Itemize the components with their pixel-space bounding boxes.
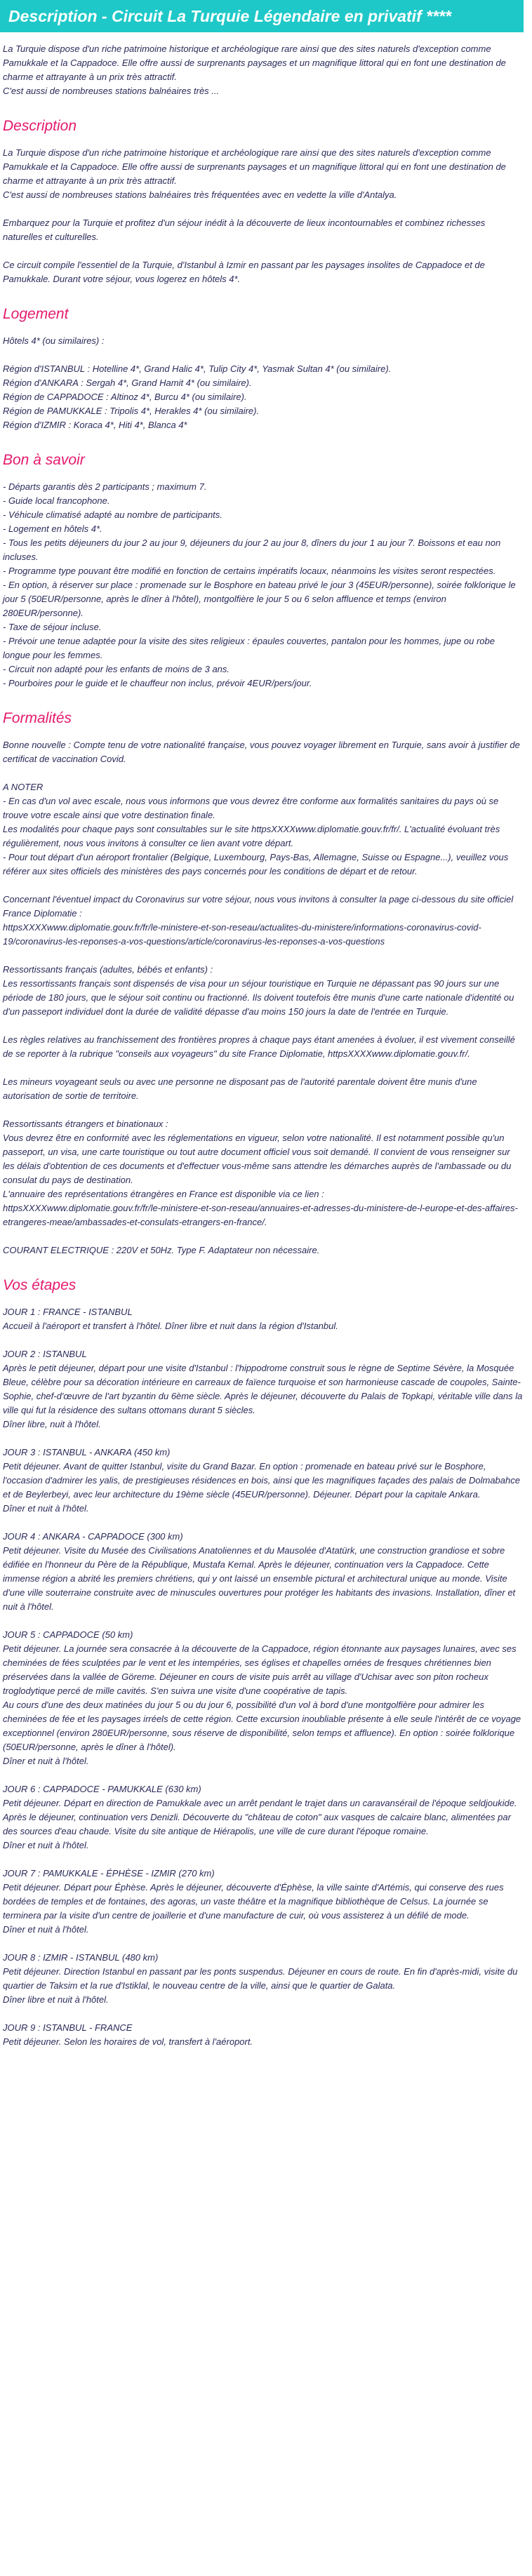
paragraph-gap [3, 1061, 524, 1075]
text-line: - En cas d'un vol avec escale, nous vous informons que vous devrez être conforme aux formalités sanitaires du pays où se trouve votre escale ainsi que votre destination finale. [3, 796, 499, 820]
day-text: Dîner et nuit à l'hôtel. [3, 1503, 89, 1514]
text-line: - Taxe de séjour incluse. [3, 622, 102, 632]
text-line: Bonne nouvelle : Compte tenu de votre nationalité française, vous pouvez voyager librement en Turquie, sans avoir à justifier de certificat de vaccination Covid. [3, 740, 520, 764]
paragraph-gap [3, 202, 524, 216]
text-line: Ressortissants étrangers et binationaux : [3, 1119, 168, 1129]
text-line: httpsXXXXwww.diplomatie.gouv.fr/fr/le-ministere-et-son-reseau/annuaires-et-adresses-du-ministere-de-l-europe-et-des-affaires-etrangeres-meae/ambassades-et-consulats-etrangers-en-france/. [3, 1203, 518, 1227]
formalites-section [3, 709, 524, 1257]
paragraph [3, 738, 524, 766]
paragraph [3, 893, 524, 949]
text-line: Ressortissants français (adultes, bébés et enfants) : [3, 964, 213, 975]
etapes-body [3, 1305, 524, 2049]
text-line: httpsXXXXwww.diplomatie.gouv.fr/fr/le-ministere-et-son-reseau/actualites-du-ministere/informations-coronavirus-covid-19/coronavirus-les-reponses-a-vos-questions/article/coronavirus-les-reponses-a-vos-questions [3, 922, 481, 947]
itinerary-day [3, 1951, 524, 2007]
itinerary-day [3, 2021, 524, 2049]
day-title: JOUR 2 : ISTANBUL [3, 1349, 87, 1359]
paragraph [3, 480, 524, 690]
itinerary-day [3, 1446, 524, 1516]
page-title-banner: Description - Circuit La Turquie Légendaire en privatif **** [0, 0, 524, 32]
paragraph [3, 362, 524, 432]
itinerary-day [3, 1782, 524, 1853]
day-title: JOUR 9 : ISTANBUL - FRANCE [3, 2022, 133, 2033]
text-line: - Logement en hôtels 4*. [3, 523, 102, 534]
day-text: Au cours d'une des deux matinées du jour 5 ou du jour 6, possibilité d'un vol à bord d'une montgolfière pour admirer les cheminées de fée et les paysages irréels de cette région. Cette excursion inoubliable présente à elle seule l'intérêt de ce voyage exceptionnel (environ 280EUR/personne, sous réserve de disponibilité, selon temps et affluence). En option : soirée folklorique (50EUR/personne, après le dîner à l'hôtel). [3, 1700, 521, 1752]
bon-a-savoir-heading: Bon à savoir [3, 452, 85, 468]
text-line: Région d'ISTANBUL : Hotelline 4*, Grand Halic 4*, Tulip City 4*, Yasmak Sultan 4* (ou similaire). [3, 363, 392, 374]
text-line: L'annuaire des représentations étrangères en France est disponible via ce lien : [3, 1189, 324, 1199]
paragraph [3, 1033, 524, 1061]
text-line: COURANT ELECTRIQUE : 220V et 50Hz. Type F. Adaptateur non nécessaire. [3, 1245, 320, 1255]
paragraph [3, 963, 524, 1019]
day-text: Petit déjeuner. Direction Istanbul en passant par les ponts suspendus. Déjeuner en cours de route. En fin d'après-midi, visite du quartier de Taksim et la rue d'Istiklal, le nouveau centre de la ville, ainsi que le quartier de Galata. [3, 1966, 518, 1991]
text-line: Région de PAMUKKALE : Tripolis 4*, Herakles 4* (ou similaire). [3, 406, 260, 416]
day-text: Dîner et nuit à l'hôtel. [3, 1924, 89, 1935]
text-line: Les modalités pour chaque pays sont consultables sur le site httpsXXXXwww.diplomatie.gouv.fr/fr/. L'actualité évoluant très régulièrement, nous vous invitons à consulter ce lien avant votre départ. [3, 824, 500, 848]
itinerary-day [3, 1867, 524, 1937]
paragraph [3, 216, 524, 244]
text-line: Région d'IZMIR : Koraca 4*, Hiti 4*, Blanca 4* [3, 420, 187, 430]
text-line: Les règles relatives au franchissement des frontières propres à chaque pays étant amenées à évoluer, il est vivement conseillé de se reporter à la rubrique "conseils aux voyageurs" du site France Diplomatie, httpsXXXXwww.diplomatie.gouv.fr/. [3, 1034, 515, 1059]
text-line: Région d'ANKARA : Sergah 4*, Grand Hamit 4* (ou similaire). [3, 378, 252, 388]
bon-a-savoir-body [3, 480, 524, 690]
paragraph-gap [3, 766, 524, 780]
text-line: - Guide local francophone. [3, 495, 110, 506]
paragraph-gap [3, 244, 524, 258]
text-line: - Pour tout départ d'un aéroport frontalier (Belgique, Luxembourg, Pays-Bas, Allemagne, Suisse ou Espagne...), veuillez vous référer aux sites officiels des ministères des pays concernés pour les conditions de départ et de retour. [3, 852, 509, 876]
text-line: - Pourboires pour le guide et le chauffeur non inclus, prévoir 4EUR/pers/jour. [3, 678, 312, 688]
text-line: C'est aussi de nombreuses stations balnéaires très fréquentées avec en vedette la ville d'Antalya. [3, 189, 397, 200]
text-line: - En option, à réserver sur place : promenade sur le Bosphore en bateau privé le jour 3 (45EUR/personne), soirée folklorique le jour 5 (50EUR/personne, après le dîner à l'hôtel), montgolfière le jour 5 ou 6 selon affluence et temps (environ 280EUR/personne). [3, 580, 516, 618]
paragraph-gap [3, 1019, 524, 1033]
content [0, 42, 524, 2049]
intro [3, 42, 524, 98]
day-title: JOUR 3 : ISTANBUL - ANKARA (450 km) [3, 1447, 171, 1457]
paragraph [3, 146, 524, 202]
intro-line: C'est aussi de nombreuses stations balnéaires très ... [3, 86, 220, 96]
itinerary-day [3, 1530, 524, 1614]
day-text: Accueil à l'aéroport et transfert à l'hôtel. Dîner libre et nuit dans la région d'Istanbul. [3, 1321, 338, 1331]
text-line: - Départs garantis dès 2 participants ; maximum 7. [3, 481, 207, 492]
text-line: - Tous les petits déjeuners du jour 2 au jour 9, déjeuners du jour 2 au jour 8, dîners du jour 1 au jour 7. Boissons et eau non incluses. [3, 538, 501, 562]
day-text: Petit déjeuner. Départ en direction de Pamukkale avec un arrêt pendant le trajet dans un caravansérail de l'époque seldjoukide. Après le déjeuner, continuation vers Denizli. Découverte du "château de coton" aux vasques de calcaire blanc, alimentées par des sources d'eau chaude. Visite du site antique de Hiérapolis, une ville de cure durant l'époque romaine. [3, 1798, 517, 1836]
text-line: - Véhicule climatisé adapté au nombre de participants. [3, 509, 222, 520]
text-line: - Prévoir une tenue adaptée pour la visite des sites religieux : épaules couvertes, pantalon pour les hommes, jupe ou robe longue pour les femmes. [3, 636, 495, 660]
description-body [3, 146, 524, 286]
paragraph-gap [3, 1103, 524, 1117]
day-text: Dîner libre et nuit à l'hôtel. [3, 1994, 109, 2005]
etapes-section [3, 1276, 524, 2049]
day-text: Dîner libre, nuit à l'hôtel. [3, 1419, 101, 1429]
text-line: Embarquez pour la Turquie et profitez d'un séjour inédit à la découverte de lieux incontournables et combinez richesses naturelles et culturelles. [3, 218, 486, 242]
day-text: Petit déjeuner. La journée sera consacrée à la découverte de la Cappadoce, région étonnante aux paysages lunaires, avec ses cheminées de fées sculptées par le vent et les intempéries, ses églises et chapelles ornées de fresques chrétiennes bien préservées dans la vallée de Göreme. Déjeuner en cours de visite puis arrêt au village d'Uchisar avec son piton rocheux troglodytique percé de mille cavités. S'en suivra une visite d'une coopérative de tapis. [3, 1643, 517, 1696]
itinerary-day [3, 1305, 524, 1333]
bon-a-savoir-section [3, 451, 524, 690]
day-text: Dîner et nuit à l'hôtel. [3, 1840, 89, 1850]
day-text: Petit déjeuner. Avant de quitter Istanbul, visite du Grand Bazar. En option : promenade en bateau privé sur le Bosphore, l'occasion d'admirer les yalis, de prestigieuses résidences en bois, ainsi que les magnifiques façades des palais de Dolmabahce et de Beylerbeyi, avec leur architecture du 19ème siècle (45EUR/personne). Déjeuner. Départ pour la capitale Ankara. [3, 1461, 520, 1500]
day-title: JOUR 1 : FRANCE - ISTANBUL [3, 1307, 133, 1317]
day-text: Petit déjeuner. Départ pour Éphèse. Après le déjeuner, découverte d'Éphèse, la ville sainte d'Artémis, qui conserve des rues bordées de temples et de fontaines, des agoras, un vaste théâtre et la magnifique bibliothèque de Celsus. La journée se terminera par la visite d'un centre de joaillerie et d'une manufacture de cuir, où vous assisterez à un défilé de mode. [3, 1882, 504, 1921]
itinerary-day [3, 1628, 524, 1768]
intro-line: La Turquie dispose d'un riche patrimoine historique et archéologique rare ainsi que des sites naturels d'exception comme Pamukkale et la Cappadoce. Elle offre aussi de surprenants paysages et un magnifique littoral qui en font une destination de charme et attrayante à un prix très attractif. [3, 44, 506, 82]
text-line: Les mineurs voyageant seuls ou avec une personne ne disposant pas de l'autorité parentale doivent être munis d'une autorisation de sortie de territoire. [3, 1076, 477, 1101]
text-line: Hôtels 4* (ou similaires) : [3, 335, 105, 346]
text-line: - Circuit non adapté pour les enfants de moins de 3 ans. [3, 664, 230, 674]
text-line: Les ressortissants français sont dispensés de visa pour un séjour touristique en Turquie ne dépassant pas 90 jours sur une période de 180 jours, que le séjour soit continu ou fractionné. Ils doivent toutefois être munis d'une carte nationale d'identité ou d'un passeport individuel dont la durée de validité dépasse d'au moins 150 jours la date de l'entrée en Turquie. [3, 978, 514, 1017]
paragraph [3, 1117, 524, 1229]
logement-body [3, 334, 524, 432]
logement-section [3, 305, 524, 432]
day-title: JOUR 7 : PAMUKKALE - ÉPHÈSE - IZMIR (270 km) [3, 1868, 215, 1878]
text-line: Concernant l'éventuel impact du Coronavirus sur votre séjour, nous vous invitons à consulter la page ci-dessous du site officiel France Diplomatie : [3, 894, 514, 919]
text-line: - Programme type pouvant être modifié en fonction de certains impératifs locaux, néanmoins les visites seront respectées. [3, 566, 496, 576]
paragraph [3, 780, 524, 879]
itinerary-day [3, 1347, 524, 1432]
day-text: Petit déjeuner. Visite du Musée des Civilisations Anatoliennes et du Mausolée d'Atatürk, une construction grandiose et sobre édifiée en l'honneur du Père de la République, Mustafa Kemal. Après le déjeuner, continuation vers la Cappadoce. Cette immense région a abrité les premiers chrétiens, qui y ont laissé un ensemble pictural et architectural unique au monde. Visite d'une ville souterraine construite avec de minuscules ouvertures pour protéger les habitants des invasions. Installation, dîner et nuit à l'hôtel. [3, 1545, 516, 1612]
description-section [3, 116, 524, 286]
text-line: A NOTER [3, 782, 44, 792]
paragraph-gap [3, 348, 524, 362]
text-line: Vous devrez être en conformité avec les réglementations en vigueur, selon votre nationalité. Il est notamment possible qu'un passeport, un visa, une carte touristique ou tout autre document officiel vous soit demandé. Il convient de vous renseigner sur les délais d'obtention de ces documents et d'effectuer vous-même sans attendre les démarches auprès de l'ambassade ou du consulat du pays de destination. [3, 1133, 512, 1185]
text-line: Région de CAPPADOCE : Altinoz 4*, Burcu 4* (ou similaire). [3, 392, 247, 402]
day-text: Dîner et nuit à l'hôtel. [3, 1756, 89, 1766]
paragraph-gap [3, 949, 524, 963]
paragraph [3, 1243, 524, 1257]
day-title: JOUR 5 : CAPPADOCE (50 km) [3, 1629, 133, 1640]
paragraph [3, 1075, 524, 1103]
day-text: Après le petit déjeuner, départ pour une visite d'Istanbul : l'hippodrome construit sous le règne de Septime Sévère, la Mosquée Bleue, célèbre pour sa décoration intérieure en carreaux de faïence turquoise et son harmonieuse cascade de coupoles, Sainte-Sophie, chef-d'œuvre de l'art byzantin du 6ème siècle. Après le déjeuner, découverte du Palais de Topkapi, véritable ville dans la ville qui fut la résidence des sultans ottomans durant 5 siècles. [3, 1363, 523, 1415]
description-heading: Description [3, 118, 77, 134]
text-line: Ce circuit compile l'essentiel de la Turquie, d'Istanbul à Izmir en passant par les paysages insolites de Cappadoce et de Pamukkale. Durant votre séjour, vous logerez en hôtels 4*. [3, 260, 485, 284]
day-title: JOUR 6 : CAPPADOCE - PAMUKKALE (630 km) [3, 1784, 201, 1794]
day-text: Petit déjeuner. Selon les horaires de vol, transfert à l'aéroport. [3, 2036, 253, 2047]
formalites-body [3, 738, 524, 1257]
paragraph [3, 334, 524, 348]
formalites-heading: Formalités [3, 710, 72, 726]
paragraph-gap [3, 1229, 524, 1243]
paragraph-gap [3, 879, 524, 893]
paragraph [3, 258, 524, 286]
day-title: JOUR 8 : IZMIR - ISTANBUL (480 km) [3, 1952, 159, 1963]
etapes-heading: Vos étapes [3, 1277, 77, 1293]
logement-heading: Logement [3, 306, 69, 322]
day-title: JOUR 4 : ANKARA - CAPPADOCE (300 km) [3, 1531, 183, 1542]
text-line: La Turquie dispose d'un riche patrimoine historique et archéologique rare ainsi que des sites naturels d'exception comme Pamukkale et la Cappadoce. Elle offre aussi de surprenants paysages et un magnifique littoral qui en font une destination de charme et attrayante à un prix très attractif. [3, 147, 506, 186]
